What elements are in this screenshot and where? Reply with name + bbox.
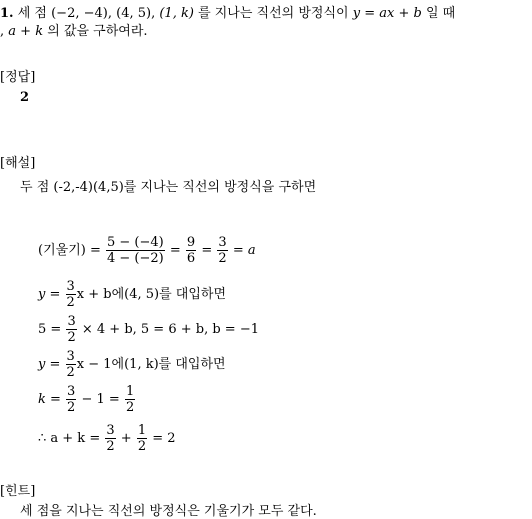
problem-question: 의 값을 구하여라. (47, 24, 148, 39)
slope-fraction-2: $\frac{9}{6}$ (186, 235, 196, 266)
step-3-line: 5 = $\frac{3}{2}$ × 4 + b, 5 = 6 + b, b = −1 (38, 314, 259, 345)
hint-text: 세 점을 지나는 직선의 방정식은 기울기가 모두 같다. (20, 504, 317, 519)
problem-number: 1. (0, 6, 14, 21)
answer-label: [정답] (0, 70, 36, 85)
problem-intro: 세 점 (17, 6, 47, 21)
target-expression: a + k (8, 24, 44, 39)
answer-value: 2 (20, 90, 30, 105)
problem-lead: , (0, 24, 5, 39)
point-1: (−2, −4), (51, 6, 112, 21)
step-6-line: ∴ a + k = $\frac{3}{2}$ + $\frac{1}{2}$ = 2 (38, 423, 176, 454)
problem-tail-text: 일 때 (425, 6, 456, 21)
problem-line-2 (0, 20, 148, 39)
problem-line-1 (0, 2, 455, 21)
step-6-fraction-1: $\frac{3}{2}$ (106, 423, 115, 454)
point-3: (1, k) (159, 6, 194, 21)
step-4-line: y = $\frac{3}{2}$ x − 1에(1, k)를 대입하면 (38, 349, 226, 380)
problem-mid-text: 를 지나는 직선의 방정식이 (198, 6, 349, 21)
slope-fraction-1: $\frac{5 - (-4)}{4 - (-2)}$ (106, 235, 164, 266)
step-4-fraction: $\frac{3}{2}$ (66, 349, 75, 380)
line-equation: y = ax + b (352, 6, 422, 21)
hint-label: [힌트] (0, 484, 36, 499)
slope-lhs: (기울기) = (38, 243, 101, 258)
slope-rhs: = a (232, 243, 256, 258)
point-2: (4, 5), (116, 6, 156, 21)
step-5-fraction-1: $\frac{3}{2}$ (67, 384, 76, 415)
step-6-fraction-2: $\frac{1}{2}$ (137, 423, 147, 454)
step-5-fraction-2: $\frac{1}{2}$ (125, 384, 135, 415)
step-2-line: y = $\frac{3}{2}$ x + b에(4, 5)를 대입하면 (38, 279, 227, 310)
slope-fraction-3: $\frac{3}{2}$ (218, 235, 227, 266)
solution-label: [해설] (0, 156, 36, 171)
step-3-fraction: $\frac{3}{2}$ (67, 314, 76, 345)
step-5-line: k = $\frac{3}{2}$ − 1 = $\frac{1}{2}$ (38, 384, 135, 415)
slope-line: (기울기) = $\frac{5 - (-4)}{4 - (-2)}$ = $\frac{9}{6}$ = $\frac{3}{2}$ = a (38, 235, 256, 266)
solution-intro: 두 점 (-2,-4)(4,5)를 지나는 직선의 방정식을 구하면 (20, 180, 317, 195)
step-2-fraction: $\frac{3}{2}$ (66, 279, 75, 310)
